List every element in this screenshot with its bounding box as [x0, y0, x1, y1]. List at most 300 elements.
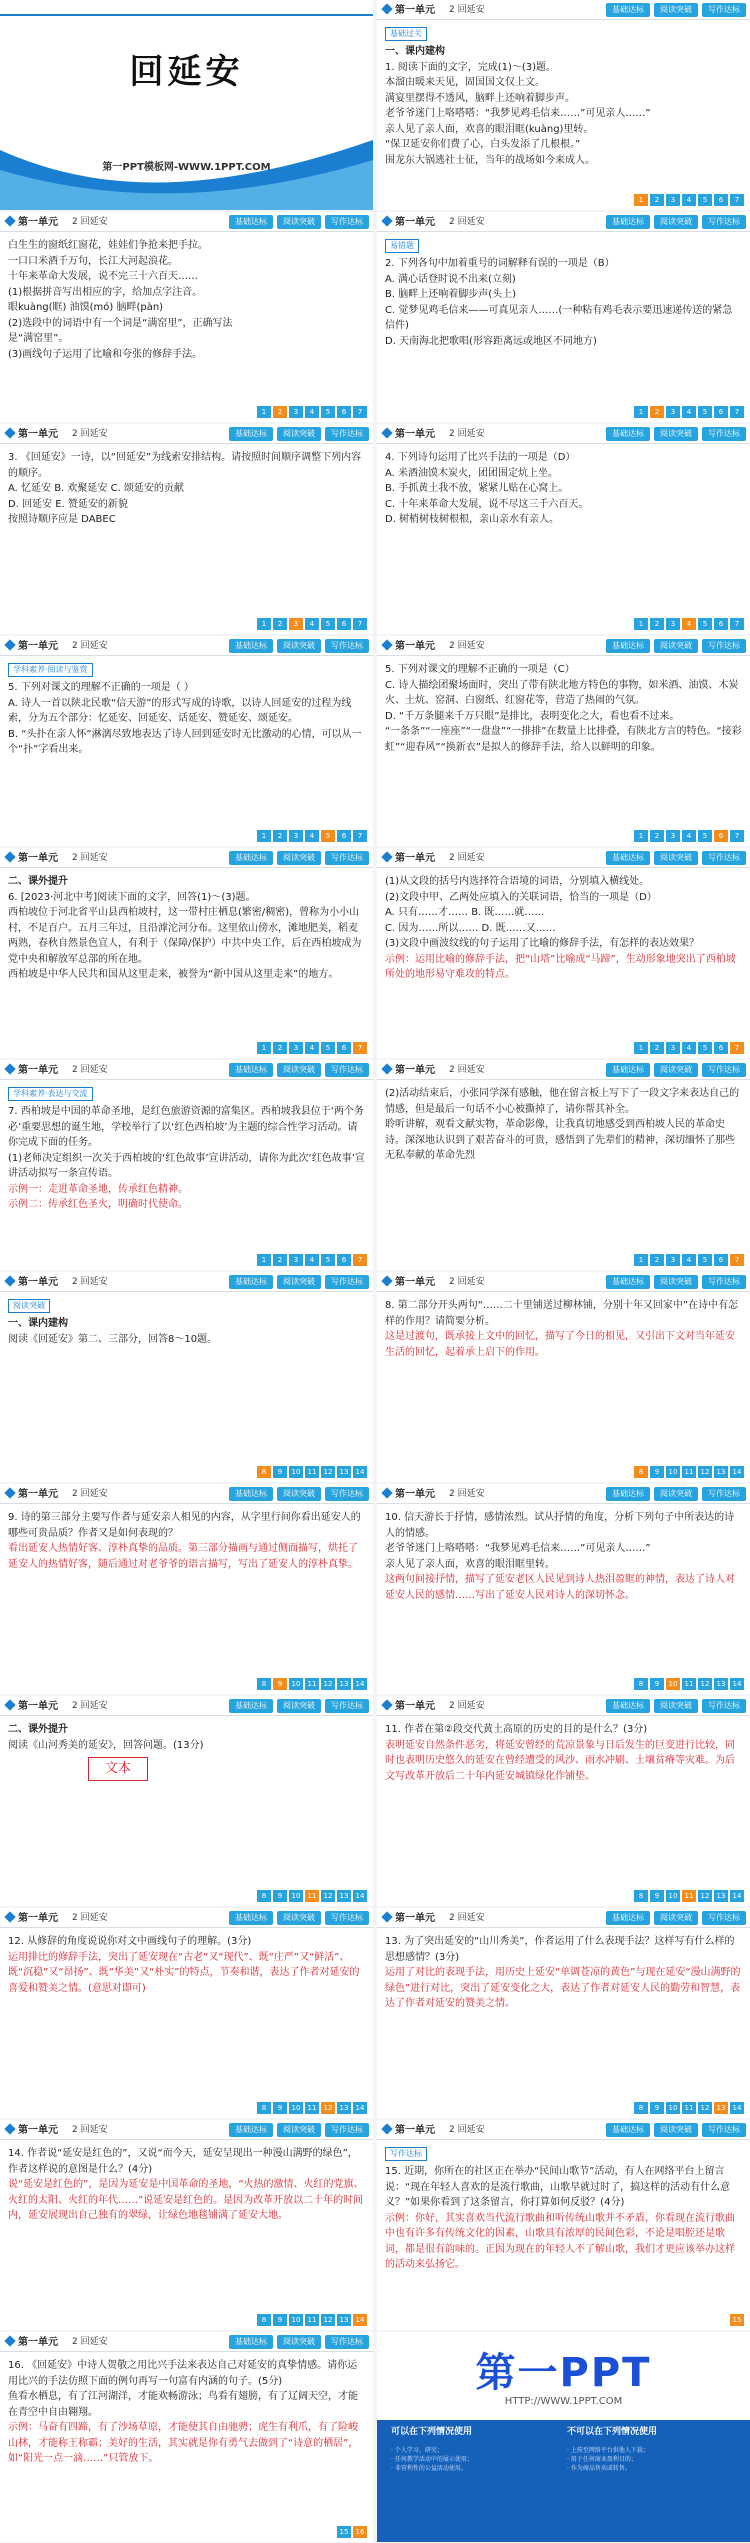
- slide-body: [385, 1298, 742, 1462]
- text-line: 示例一：走进革命圣地，传承红色精神。: [8, 1183, 188, 1195]
- tab-writing[interactable]: 写作达标: [325, 2123, 369, 2137]
- text-line: “保卫延安你们费了心，白头发添了几根根。”: [385, 139, 581, 150]
- page-button[interactable]: 13: [337, 2102, 351, 2114]
- text-line: (3)文段中画波纹线的句子运用了比喻的修辞手法，有怎样的表达效果？: [385, 938, 700, 949]
- page-button[interactable]: 9: [650, 1466, 664, 1478]
- page-button[interactable]: 2: [273, 618, 287, 630]
- page-button[interactable]: 3: [289, 1042, 303, 1054]
- page-button[interactable]: 2: [273, 1042, 287, 1054]
- page-button[interactable]: 4: [305, 406, 319, 418]
- tab-writing[interactable]: 写作达标: [702, 1699, 746, 1713]
- page-button[interactable]: 6: [714, 194, 728, 206]
- content-slide: [377, 636, 750, 846]
- page-button[interactable]: 3: [289, 406, 303, 418]
- tab-reading[interactable]: 阅读突破: [654, 1063, 698, 1077]
- page-button[interactable]: 5: [698, 406, 712, 418]
- page-button[interactable]: 8: [257, 2314, 271, 2326]
- unit-label: 第一单元: [383, 1275, 435, 1291]
- page-button[interactable]: 2: [650, 1042, 664, 1054]
- page-button[interactable]: 9: [273, 1678, 287, 1690]
- page-button[interactable]: 10: [666, 1890, 680, 1902]
- page-button[interactable]: 14: [730, 1466, 744, 1478]
- page-button[interactable]: 7: [353, 406, 367, 418]
- lesson-label: 2 回延安: [72, 1913, 108, 1923]
- page-button[interactable]: 2: [650, 618, 664, 630]
- tab-basic[interactable]: 基础达标: [229, 1063, 273, 1077]
- tab-basic[interactable]: 基础达标: [229, 2335, 273, 2349]
- page-button[interactable]: 3: [666, 830, 680, 842]
- slide-header: [0, 1696, 373, 1716]
- page-button[interactable]: 6: [337, 830, 351, 842]
- tab-writing[interactable]: 写作达标: [702, 215, 746, 229]
- unit-label: 第一单元: [383, 215, 435, 231]
- slide-body: [385, 450, 742, 614]
- section-tabs: [229, 2335, 369, 2349]
- tab-basic[interactable]: 基础达标: [606, 1275, 650, 1289]
- page-button[interactable]: 13: [337, 2314, 351, 2326]
- page-button[interactable]: 3: [666, 406, 680, 418]
- tab-reading[interactable]: 阅读突破: [277, 215, 321, 229]
- page-button[interactable]: 2: [650, 830, 664, 842]
- section-tag: 基础过关: [385, 27, 427, 41]
- page-button[interactable]: 9: [273, 2102, 287, 2114]
- page-button[interactable]: 13: [714, 2102, 728, 2114]
- page-button[interactable]: 7: [730, 618, 744, 630]
- unit-label: 第一单元: [383, 639, 435, 655]
- text-line: (2)活动结束后，小张同学深有感触，他在留言板上写下了一段文字来表达自己的情感，但是最后一句话不小心被撕掉了，请你帮其补全。: [385, 1088, 740, 1115]
- tab-writing[interactable]: 写作达标: [702, 639, 746, 653]
- text-line: A. 忆延安 B. 欢聚延安 C. 颂延安的贡献: [8, 483, 184, 494]
- section-tabs: [606, 1487, 746, 1501]
- page-button[interactable]: 11: [682, 1678, 696, 1690]
- page-button[interactable]: 1: [257, 1042, 271, 1054]
- page-button[interactable]: 14: [353, 1466, 367, 1478]
- tab-reading[interactable]: 阅读突破: [654, 3, 698, 17]
- tab-writing[interactable]: 写作达标: [325, 1063, 369, 1077]
- page-button[interactable]: 6: [337, 1042, 351, 1054]
- slide-body: [8, 874, 365, 1038]
- page-button[interactable]: 2: [273, 1254, 287, 1266]
- page-button[interactable]: 12: [698, 2102, 712, 2114]
- page-button[interactable]: 12: [321, 1890, 335, 1902]
- tab-reading[interactable]: 阅读突破: [277, 1699, 321, 1713]
- page-button[interactable]: 5: [321, 406, 335, 418]
- tab-writing[interactable]: 写作达标: [702, 1487, 746, 1501]
- tab-basic[interactable]: 基础达标: [606, 851, 650, 865]
- page-button[interactable]: 3: [666, 1254, 680, 1266]
- page-button[interactable]: 4: [682, 406, 696, 418]
- tab-writing[interactable]: 写作达标: [702, 1911, 746, 1925]
- page-button[interactable]: 1: [257, 618, 271, 630]
- page-button[interactable]: 16: [353, 2526, 367, 2538]
- page-button[interactable]: 14: [730, 1890, 744, 1902]
- page-button[interactable]: 13: [714, 1466, 728, 1478]
- page-button[interactable]: 10: [666, 1678, 680, 1690]
- page-navigator: [257, 1890, 367, 1902]
- slide-header: [0, 1484, 373, 1504]
- page-button[interactable]: 11: [305, 1890, 319, 1902]
- tab-writing[interactable]: 写作达标: [325, 215, 369, 229]
- slide-body: [385, 874, 742, 1038]
- page-button[interactable]: 4: [682, 618, 696, 630]
- page-button[interactable]: 6: [714, 830, 728, 842]
- page-button[interactable]: 2: [273, 830, 287, 842]
- page-button[interactable]: 6: [714, 618, 728, 630]
- tab-basic[interactable]: 基础达标: [606, 3, 650, 17]
- text-line: 13. 为了突出延安的“山川秀美”，作者运用了什么表现手法？这样写有什么样的思想感情？(3分): [385, 1936, 735, 1963]
- text-line: D. 天南海北把歌唱(形容距离远或地区不同地方): [385, 335, 597, 347]
- unit-label: 第一单元: [6, 2123, 58, 2139]
- slide-header: [377, 1908, 750, 1928]
- page-navigator: [634, 406, 744, 418]
- page-button[interactable]: 4: [682, 1042, 696, 1054]
- lesson-label: 2 回延安: [72, 429, 108, 439]
- tab-basic[interactable]: 基础达标: [229, 1911, 273, 1925]
- tab-writing[interactable]: 写作达标: [702, 851, 746, 865]
- tab-writing[interactable]: 写作达标: [325, 2335, 369, 2349]
- page-button[interactable]: 5: [698, 618, 712, 630]
- page-button[interactable]: 7: [353, 830, 367, 842]
- page-button[interactable]: 5: [321, 830, 335, 842]
- lesson-label: 2 回延安: [449, 5, 485, 15]
- slide-body: [8, 1086, 365, 1250]
- page-button[interactable]: 12: [321, 2102, 335, 2114]
- text-line: (1)老师决定组织一次关于西柏坡的‘红色故事’宣讲活动，请你为此次‘红色故事’宣讲活动拟写一条宣传语。: [8, 1152, 365, 1179]
- tab-reading[interactable]: 阅读突破: [277, 1275, 321, 1289]
- tab-reading[interactable]: 阅读突破: [654, 1275, 698, 1289]
- page-button[interactable]: 6: [714, 1254, 728, 1266]
- page-button[interactable]: 14: [353, 1890, 367, 1902]
- page-navigator: [257, 2102, 367, 2114]
- page-button[interactable]: 1: [634, 618, 648, 630]
- page-button[interactable]: 4: [682, 194, 696, 206]
- unit-label: 第一单元: [6, 1699, 58, 1715]
- text-line: 亲人见了亲人面，欢喜的眼泪眶(kuàng)里转。: [385, 123, 594, 135]
- tab-basic[interactable]: 基础达标: [606, 1063, 650, 1077]
- tab-reading[interactable]: 阅读突破: [654, 1487, 698, 1501]
- page-button[interactable]: 1: [634, 1254, 648, 1266]
- page-button[interactable]: 8: [634, 1678, 648, 1690]
- page-button[interactable]: 11: [682, 2102, 696, 2114]
- page-button[interactable]: 14: [730, 1678, 744, 1690]
- content-slide: [0, 848, 373, 1058]
- page-button[interactable]: 5: [698, 194, 712, 206]
- page-button[interactable]: 13: [714, 1678, 728, 1690]
- tab-writing[interactable]: 写作达标: [325, 1275, 369, 1289]
- lesson-label: 2 回延安: [72, 2337, 108, 2347]
- page-button[interactable]: 1: [634, 194, 648, 206]
- page-button[interactable]: 5: [321, 1042, 335, 1054]
- tab-reading[interactable]: 阅读突破: [277, 1911, 321, 1925]
- tab-basic[interactable]: 基础达标: [229, 2123, 273, 2137]
- page-button[interactable]: 13: [714, 1890, 728, 1902]
- page-button[interactable]: 10: [666, 1466, 680, 1478]
- tab-writing[interactable]: 写作达标: [702, 3, 746, 17]
- page-button[interactable]: 7: [730, 1254, 744, 1266]
- tab-reading[interactable]: 阅读突破: [654, 1699, 698, 1713]
- page-button[interactable]: 15: [337, 2526, 351, 2538]
- page-button[interactable]: 1: [257, 406, 271, 418]
- tab-writing[interactable]: 写作达标: [325, 1911, 369, 1925]
- page-button[interactable]: 8: [257, 1890, 271, 1902]
- unit-label: 第一单元: [383, 2123, 435, 2139]
- page-button[interactable]: 4: [305, 830, 319, 842]
- page-button[interactable]: 5: [698, 830, 712, 842]
- tab-basic[interactable]: 基础达标: [229, 1487, 273, 1501]
- tab-reading[interactable]: 阅读突破: [277, 851, 321, 865]
- tab-basic[interactable]: 基础达标: [229, 1699, 273, 1713]
- page-button[interactable]: 3: [289, 618, 303, 630]
- page-button[interactable]: 11: [305, 2102, 319, 2114]
- tab-basic[interactable]: 基础达标: [606, 1487, 650, 1501]
- page-button[interactable]: 9: [650, 1678, 664, 1690]
- lesson-label: 2 回延安: [449, 217, 485, 227]
- page-button[interactable]: 14: [353, 2102, 367, 2114]
- page-button[interactable]: 7: [730, 194, 744, 206]
- page-navigator: [634, 1890, 744, 1902]
- section-tabs: [606, 427, 746, 441]
- page-navigator: [730, 2314, 744, 2326]
- page-button[interactable]: 4: [305, 1042, 319, 1054]
- tab-basic[interactable]: 基础达标: [229, 851, 273, 865]
- page-button[interactable]: 8: [634, 1890, 648, 1902]
- page-button[interactable]: 10: [666, 2102, 680, 2114]
- text-link-button[interactable]: 文本: [88, 1757, 148, 1781]
- page-button[interactable]: 4: [305, 1254, 319, 1266]
- tab-basic[interactable]: 基础达标: [606, 2123, 650, 2137]
- page-button[interactable]: 10: [289, 2314, 303, 2326]
- tab-basic[interactable]: 基础达标: [606, 639, 650, 653]
- page-button[interactable]: 1: [634, 1042, 648, 1054]
- page-button[interactable]: 9: [650, 2102, 664, 2114]
- tab-reading[interactable]: 阅读突破: [277, 2123, 321, 2137]
- usage-item: · 个人学习、研究；: [391, 2447, 443, 2454]
- page-button[interactable]: 1: [634, 406, 648, 418]
- text-line: C. 诗人描绘团聚场面时，突出了带有陕北地方特色的事物，如米酒、油馍、木炭火、土炕、窑洞、白窗纸、红窗花等，营造了热闹的气氛。: [385, 679, 739, 706]
- page-button[interactable]: 7: [730, 830, 744, 842]
- tab-reading[interactable]: 阅读突破: [277, 1063, 321, 1077]
- tab-basic[interactable]: 基础达标: [606, 1699, 650, 1713]
- page-button[interactable]: 8: [257, 1466, 271, 1478]
- tab-basic[interactable]: 基础达标: [229, 639, 273, 653]
- page-navigator: [634, 1466, 744, 1478]
- page-navigator: [257, 1466, 367, 1478]
- tab-basic[interactable]: 基础达标: [229, 215, 273, 229]
- tab-basic[interactable]: 基础达标: [606, 215, 650, 229]
- unit-label: 第一单元: [383, 427, 435, 443]
- page-button[interactable]: 13: [337, 1466, 351, 1478]
- tab-basic[interactable]: 基础达标: [606, 1911, 650, 1925]
- page-button[interactable]: 10: [289, 2102, 303, 2114]
- tab-reading[interactable]: 阅读突破: [654, 851, 698, 865]
- page-button[interactable]: 3: [666, 618, 680, 630]
- tab-basic[interactable]: 基础达标: [606, 427, 650, 441]
- page-button[interactable]: 12: [698, 1890, 712, 1902]
- text-line: “一条条”“一座座”“一盘盘”“一排排”在数量上比排叠，有陕北方言的特色。“接彩虹”“迎春风”“换新衣”是拟人的修辞手法，给人以鲜明的印象。: [385, 726, 742, 753]
- page-button[interactable]: 9: [650, 1890, 664, 1902]
- page-button[interactable]: 2: [273, 406, 287, 418]
- page-button[interactable]: 7: [353, 1254, 367, 1266]
- page-button[interactable]: 6: [337, 618, 351, 630]
- tab-reading[interactable]: 阅读突破: [654, 427, 698, 441]
- page-button[interactable]: 3: [289, 1254, 303, 1266]
- page-button[interactable]: 4: [305, 618, 319, 630]
- page-button[interactable]: 6: [337, 406, 351, 418]
- tab-writing[interactable]: 写作达标: [325, 1487, 369, 1501]
- tab-basic[interactable]: 基础达标: [229, 1275, 273, 1289]
- section-tabs: [606, 1275, 746, 1289]
- content-slide: [377, 1060, 750, 1270]
- text-line: 6. [2023·河北中考]阅读下面的文字，回答(1)～(3)题。: [8, 891, 256, 903]
- unit-label: 第一单元: [383, 1699, 435, 1715]
- page-button[interactable]: 5: [321, 618, 335, 630]
- content-slide: [377, 424, 750, 634]
- page-button[interactable]: 14: [353, 2314, 367, 2326]
- page-button[interactable]: 12: [698, 1678, 712, 1690]
- page-button[interactable]: 4: [682, 830, 696, 842]
- page-navigator: [634, 2102, 744, 2114]
- tab-reading[interactable]: 阅读突破: [277, 1487, 321, 1501]
- page-button[interactable]: 7: [730, 1042, 744, 1054]
- page-button[interactable]: 11: [305, 1678, 319, 1690]
- text-line: 5. 下列对课文的理解不正确的一项是（ ）: [8, 682, 194, 693]
- section-tag: 写作达标: [385, 2147, 427, 2161]
- tab-writing[interactable]: 写作达标: [702, 1063, 746, 1077]
- text-line: 是“满窑里”。: [8, 333, 69, 344]
- page-button[interactable]: 4: [682, 1254, 696, 1266]
- slide-body: [385, 1510, 742, 1674]
- page-button[interactable]: 5: [698, 1254, 712, 1266]
- page-button[interactable]: 10: [289, 1890, 303, 1902]
- text-line: 14. 作者说“延安是红色的”，又说“而今天，延安呈现出一种漫山满野的绿色”，作者这样说的意图是什么？(4分): [8, 2148, 358, 2175]
- page-button[interactable]: 15: [730, 2314, 744, 2326]
- page-button[interactable]: 7: [353, 618, 367, 630]
- section-tabs: [606, 1699, 746, 1713]
- page-button[interactable]: 7: [730, 406, 744, 418]
- text-line: 11. 作者在第②段交代黄土高原的历史的目的是什么？(3分): [385, 1724, 648, 1735]
- content-slide: [377, 1272, 750, 1482]
- page-button[interactable]: 9: [273, 2314, 287, 2326]
- text-line: B. 脑畔上还响着脚步声(头上): [385, 289, 517, 300]
- slide-header: [0, 848, 373, 868]
- tab-writing[interactable]: 写作达标: [325, 851, 369, 865]
- text-line: A. 米酒油馍木炭火，团团围定炕上坐。: [385, 467, 559, 479]
- text-line: (1)根据拼音写出相应的字，给加点字注音。: [8, 286, 203, 298]
- content-slide: [377, 1908, 750, 2118]
- page-button[interactable]: 6: [714, 1042, 728, 1054]
- tab-writing[interactable]: 写作达标: [325, 427, 369, 441]
- unit-label: 第一单元: [383, 1487, 435, 1503]
- page-button[interactable]: 11: [305, 1466, 319, 1478]
- page-button[interactable]: 1: [634, 830, 648, 842]
- page-button[interactable]: 1: [257, 1254, 271, 1266]
- section-heading: 二、课外提升: [8, 876, 68, 887]
- slide-body: [385, 1086, 742, 1250]
- tab-reading[interactable]: 阅读突破: [277, 427, 321, 441]
- page-button[interactable]: 12: [321, 1678, 335, 1690]
- tab-writing[interactable]: 写作达标: [702, 2123, 746, 2137]
- slide-header: [377, 424, 750, 444]
- page-button[interactable]: 13: [337, 1890, 351, 1902]
- page-button[interactable]: 11: [305, 2314, 319, 2326]
- page-button[interactable]: 5: [698, 1042, 712, 1054]
- page-button[interactable]: 1: [257, 830, 271, 842]
- tab-writing[interactable]: 写作达标: [325, 1699, 369, 1713]
- page-button[interactable]: 2: [650, 406, 664, 418]
- page-button[interactable]: 12: [321, 1466, 335, 1478]
- page-button[interactable]: 3: [289, 830, 303, 842]
- page-button[interactable]: 6: [714, 406, 728, 418]
- page-navigator: [634, 1678, 744, 1690]
- tab-writing[interactable]: 写作达标: [702, 1275, 746, 1289]
- page-button[interactable]: 5: [321, 1254, 335, 1266]
- page-button[interactable]: 3: [666, 194, 680, 206]
- section-tabs: [229, 1487, 369, 1501]
- page-button[interactable]: 6: [337, 1254, 351, 1266]
- page-navigator: [634, 1254, 744, 1266]
- tab-reading[interactable]: 阅读突破: [654, 639, 698, 653]
- tab-reading[interactable]: 阅读突破: [277, 2335, 321, 2349]
- text-line: 亲人见了亲人面，欢喜的眼泪眶里转。: [385, 1558, 555, 1570]
- unit-label: 第一单元: [6, 851, 58, 867]
- page-button[interactable]: 8: [257, 2102, 271, 2114]
- cover-brand: 第一PPT模板网-WWW.1PPT.COM: [102, 162, 271, 173]
- tab-writing[interactable]: 写作达标: [702, 427, 746, 441]
- page-button[interactable]: 11: [682, 1890, 696, 1902]
- lesson-label: 2 回延安: [449, 2125, 485, 2135]
- page-button[interactable]: 13: [337, 1678, 351, 1690]
- content-slide: [0, 212, 373, 422]
- unit-label: 第一单元: [6, 1911, 58, 1927]
- page-button[interactable]: 9: [273, 1890, 287, 1902]
- text-line: 示例：马奋有四蹄，有了沙场草原，才能使其自由驰骋；虎生有利爪，有了险峻山林，才能称王称霸；美好的生活，其实就是你有勇气去做到了“诗意的栖居”，如“阳光一点一滴……”只管放下。: [8, 2422, 359, 2464]
- slide-header: [0, 424, 373, 444]
- section-tag: 学科素养·表达与交流: [8, 1087, 93, 1101]
- section-tabs: [606, 639, 746, 653]
- page-button[interactable]: 8: [634, 1466, 648, 1478]
- page-button[interactable]: 7: [353, 1042, 367, 1054]
- page-button[interactable]: 11: [682, 1466, 696, 1478]
- page-button[interactable]: 3: [666, 1042, 680, 1054]
- content-slide: [0, 1060, 373, 1270]
- text-line: 阅读《回延安》第二、三部分，回答8～10题。: [8, 1333, 218, 1345]
- page-button[interactable]: 12: [321, 2314, 335, 2326]
- page-button[interactable]: 2: [650, 194, 664, 206]
- tab-reading[interactable]: 阅读突破: [277, 639, 321, 653]
- text-line: C. 十年来革命大发展，说不尽这三千六百天。: [385, 498, 589, 510]
- page-button[interactable]: 2: [650, 1254, 664, 1266]
- text-line: 看出延安人热情好客、淳朴真挚的品质。第三部分描画与通过侧面描写，烘托了延安人的热情好客，随后通过对老爷爷的语言描写，写出了延安人的淳朴真挚。: [8, 1543, 358, 1570]
- tab-reading[interactable]: 阅读突破: [654, 2123, 698, 2137]
- tab-reading[interactable]: 阅读突破: [654, 1911, 698, 1925]
- slide-body: [385, 662, 742, 826]
- page-button[interactable]: 10: [289, 1466, 303, 1478]
- page-button[interactable]: 10: [289, 1678, 303, 1690]
- content-slide: [0, 2332, 373, 2542]
- page-button[interactable]: 8: [634, 2102, 648, 2114]
- tab-reading[interactable]: 阅读突破: [654, 215, 698, 229]
- unit-label: 第一单元: [6, 1487, 58, 1503]
- page-button[interactable]: 8: [257, 1678, 271, 1690]
- page-button[interactable]: 14: [353, 1678, 367, 1690]
- tab-writing[interactable]: 写作达标: [325, 639, 369, 653]
- text-line: 十年来革命大发展，说不完三十六百天……: [8, 271, 198, 282]
- page-button[interactable]: 9: [273, 1466, 287, 1478]
- page-button[interactable]: 12: [698, 1466, 712, 1478]
- lesson-label: 2 回延安: [72, 2125, 108, 2135]
- tab-basic[interactable]: 基础达标: [229, 427, 273, 441]
- page-button[interactable]: 14: [730, 2102, 744, 2114]
